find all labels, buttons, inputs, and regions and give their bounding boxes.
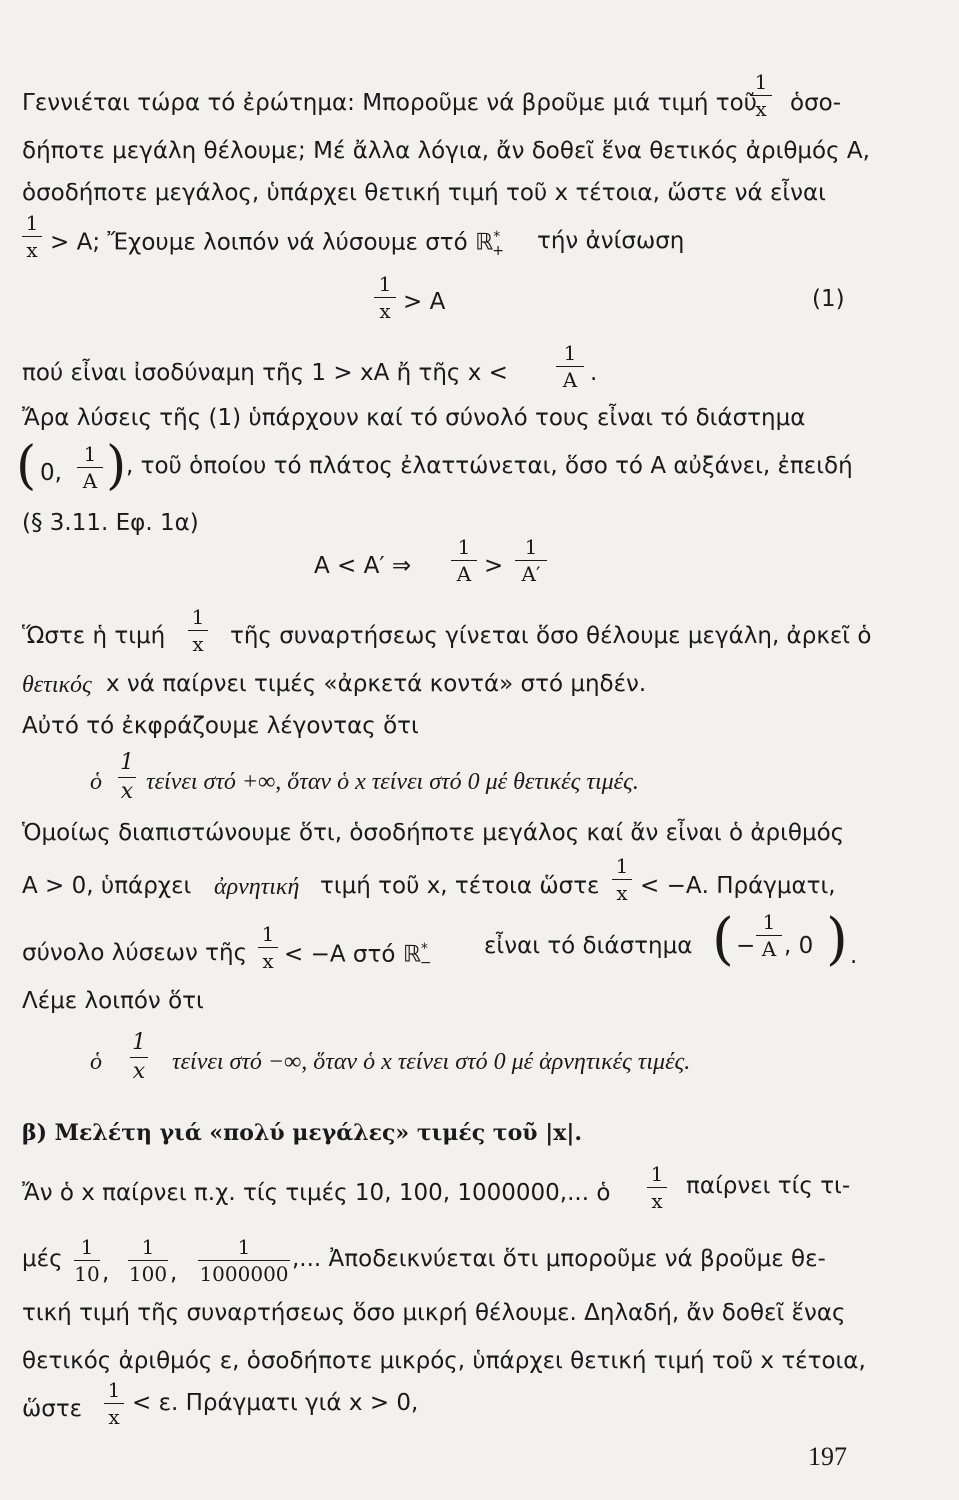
text-line: ὁσοδήποτε μεγάλος, ὑπάρχει θετική τιμή τοῦ x τέτοια, ὥστε νά εἶναι (22, 180, 826, 206)
text-line: ,... Ἀποδεικνύεται ὅτι μποροῦμε νά βροῦμε θε- (292, 1246, 826, 1272)
text-line: . (590, 360, 598, 386)
statement: τείνει στό −∞, ὅταν ὁ x τείνει στό 0 μέ ἀρνητικές τιμές. (172, 1049, 691, 1075)
text-line: < −Α στό ℝ*$_-$ (284, 941, 432, 972)
fraction-one-over-A: 1 Α (451, 537, 477, 584)
fraction-one-over-1000000: 1 1000000 (199, 1235, 289, 1286)
statement: ὁ (90, 1049, 102, 1075)
fraction-one-over-A-prime: 1 Α′ (515, 537, 547, 584)
emphasis-text: θετικός (22, 672, 92, 698)
text-line: < −Α. Πράγματι, (640, 873, 836, 899)
text-line: ὁσο- (790, 90, 842, 116)
page-number: 197 (808, 1442, 847, 1471)
text-line: , 0 (784, 933, 814, 959)
fraction-one-over-x: 1 x (612, 856, 632, 903)
text-line: ὥστε (22, 1396, 83, 1422)
fraction-one-over-x: 1 x (258, 924, 278, 971)
text-line: . (850, 943, 858, 969)
text-line: 0, (40, 460, 62, 486)
right-paren: ) (826, 907, 848, 972)
text-line: σύνολο λύσεων τῆς (22, 940, 248, 966)
fraction-one-over-x: 1 x (647, 1164, 667, 1211)
fraction-one-over-A: 1 Α (77, 444, 103, 491)
fraction-one-over-x: 1 x (188, 607, 208, 654)
text-line: Γεννιέται τώρα τό ἐρώτημα: Μποροῦμε νά βροῦμε μιά τιμή τοῦ (22, 90, 757, 116)
text-line: x νά παίρνει τιμές «ἀρκετά κοντά» στό μηδέν. (106, 671, 647, 697)
text-line: , (102, 1260, 110, 1286)
left-paren: ( (16, 436, 37, 496)
text-line: − (736, 933, 756, 959)
text-line: τῆς συναρτήσεως γίνεται ὅσο θέλουμε μεγάλη, ἀρκεῖ ὁ (230, 623, 872, 649)
text-line: παίρνει τίς τι- (686, 1173, 851, 1199)
text-line: < ε. Πράγματι γιά x > 0, (132, 1390, 419, 1416)
text-line: Α > 0, ὑπάρχει (22, 873, 192, 899)
text-line: Ὥστε ἡ τιμή (22, 623, 166, 649)
text-line: δήποτε μεγάλη θέλουμε; Μέ ἄλλα λόγια, ἄν δοθεῖ ἕνα θετικός ἀριθμός Α, (22, 138, 870, 164)
fraction-one-over-A: 1 Α (756, 912, 782, 959)
text-line: , τοῦ ὁποίου τό πλάτος ἐλαττώνεται, ὅσο τό Α αὐξάνει, ἐπειδή (126, 453, 853, 479)
fraction-one-over-x: 1 x (132, 1030, 146, 1084)
text-line: θετικός ἀριθμός ε, ὁσοδήποτε μικρός, ὑπάρχει θετική τιμή τοῦ x τέτοια, (22, 1348, 866, 1374)
section-heading: β) Μελέτη γιά «πολύ μεγάλες» τιμές τοῦ |x|. (22, 1120, 582, 1146)
text-line: Αὐτό τό ἐκφράζουμε λέγοντας ὅτι (22, 713, 419, 739)
text-line: > Α; Ἔχουμε λοιπόν νά λύσουμε στό ℝ*$_+$ (50, 229, 504, 260)
statement: τείνει στό +∞, ὅταν ὁ x τείνει στό 0 μέ θετικές τιμές. (146, 769, 639, 795)
text-line: τιμή τοῦ x, τέτοια ὥστε (320, 873, 600, 899)
equation: Α < Α′ ⇒ (314, 553, 412, 579)
equation: > (484, 553, 504, 579)
left-paren: ( (712, 907, 734, 972)
text-line: Ἄν ὁ x παίρνει π.χ. τίς τιμές 10, 100, 1000000,... ὁ (22, 1180, 611, 1206)
fraction-one-over-x: 1 x (374, 274, 396, 321)
right-paren: ) (106, 436, 127, 496)
text-line: , (170, 1260, 178, 1286)
fraction-one-over-x: 1 x (750, 72, 772, 119)
fraction-one-over-x: 1 x (22, 213, 42, 260)
fraction-one-over-A: 1 Α (556, 343, 584, 390)
text-line: (§ 3.11. Εφ. 1α) (22, 510, 199, 536)
text-line: τική τιμή τῆς συναρτήσεως ὅσο μικρή θέλουμε. Δηλαδή, ἄν δοθεῖ ἕνας (22, 1300, 846, 1326)
text-line: Ὁμοίως διαπιστώνουμε ὅτι, ὁσοδήποτε μεγάλος καί ἄν εἶναι ὁ ἀριθμός (22, 820, 845, 846)
equation: > Α (403, 289, 446, 315)
text-line: τήν ἀνίσωση (537, 228, 685, 254)
fraction-one-over-x: 1 x (104, 1380, 124, 1427)
statement: ὁ (90, 769, 102, 795)
fraction-one-over-x: 1 x (120, 750, 134, 804)
text-line: μές (22, 1246, 63, 1272)
text-line: Λέμε λοιπόν ὅτι (22, 988, 204, 1014)
emphasis-text: ἀρνητική (214, 874, 300, 900)
text-line: Ἄρα λύσεις τῆς (1) ὑπάρχουν καί τό σύνολό τους εἶναι τό διάστημα (22, 405, 806, 431)
fraction-one-over-10: 1 10 (74, 1235, 100, 1286)
equation-label: (1) (812, 286, 845, 312)
text-line: εἶναι τό διάστημα (484, 933, 693, 959)
fraction-one-over-100: 1 100 (128, 1235, 168, 1286)
text-line: πού εἶναι ἰσοδύναμη τῆς 1 > xA ἤ τῆς x < (22, 360, 508, 386)
